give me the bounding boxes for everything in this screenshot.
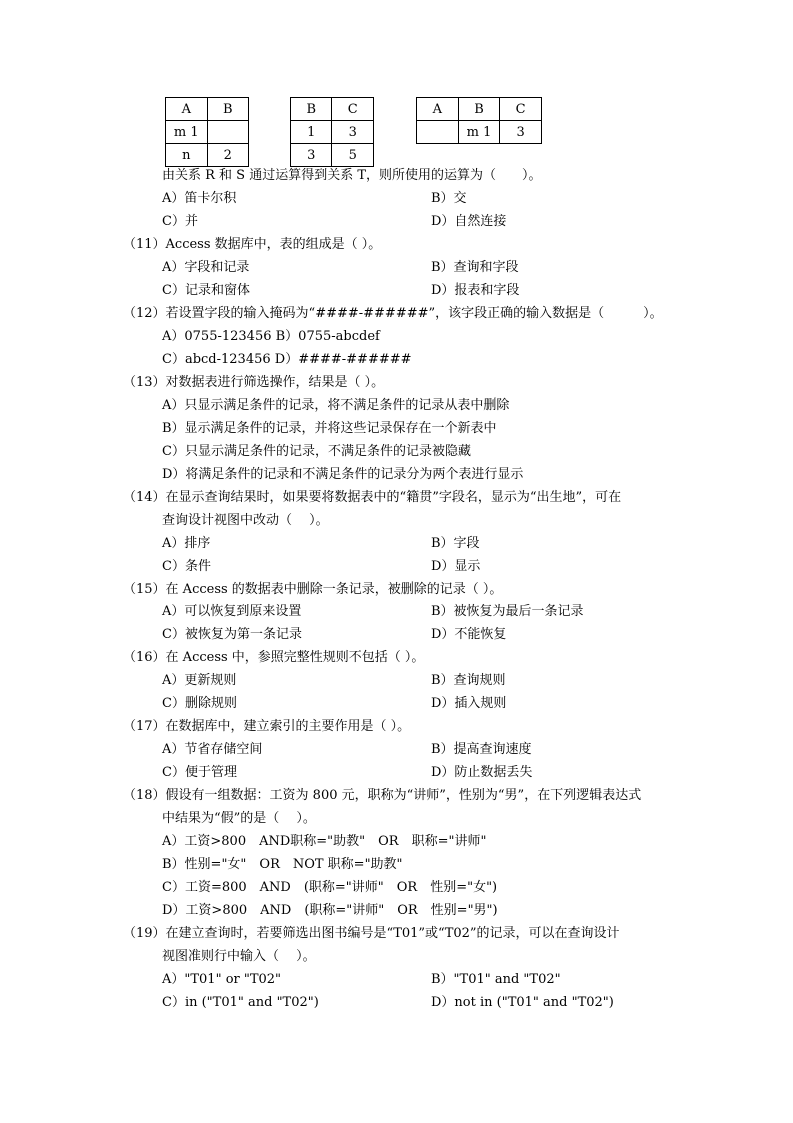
question-18-option-b: B）性别="女" OR NOT 职称="助教" xyxy=(162,857,403,872)
table-cell: 3 xyxy=(500,121,542,144)
question-15-option-a: A）可以恢复到原来设置 xyxy=(162,604,302,619)
question-14-stem-line-2: 查询设计视图中改动（ ）。 xyxy=(162,513,329,528)
question-14-option-c: C）条件 xyxy=(162,559,211,574)
question-19-option-d: D）not in ("T01" and "T02") xyxy=(431,995,614,1010)
table-header-cell: B xyxy=(291,98,332,121)
table-cell: 2 xyxy=(207,144,248,167)
question-19-stem-line-1: （19）在建立查询时，若要筛选出图书编号是“T01”或“T02”的记录，可以在查询设计 xyxy=(123,926,620,941)
table-header-cell: A xyxy=(417,98,459,121)
table-cell: 3 xyxy=(291,144,332,167)
question-18-option-d: D）工资>800 AND (职称="讲师" OR 性别="男") xyxy=(162,903,498,918)
table-cell: n xyxy=(166,144,208,167)
question-14-option-d: D）显示 xyxy=(431,559,481,574)
table-cell: m 1 xyxy=(458,121,500,144)
table-header-cell: A xyxy=(166,98,208,121)
question-16-option-b: B）查询规则 xyxy=(431,673,506,688)
question-14-option-a: A）排序 xyxy=(162,536,211,551)
question-11-stem: （11）Access 数据库中，表的组成是（ ）。 xyxy=(123,237,382,252)
table-header-row xyxy=(291,98,374,121)
question-19-stem-line-2: 视图准则行中输入（ ）。 xyxy=(162,949,316,964)
question-13-stem: （13）对数据表进行筛选操作，结果是（ ）。 xyxy=(123,375,385,390)
table-cell: 1 xyxy=(291,121,332,144)
table-header-row xyxy=(417,98,542,121)
table-cell xyxy=(417,121,459,144)
table-header-row xyxy=(166,98,249,121)
question-19-option-b: B）"T01" and "T02" xyxy=(431,972,561,987)
question-15-option-b: B）被恢复为最后一条记录 xyxy=(431,604,584,619)
question-19-option-a: A）"T01" or "T02" xyxy=(162,972,282,987)
question-11-option-d: D）报表和字段 xyxy=(431,283,520,298)
question-17-option-a: A）节省存储空间 xyxy=(162,742,263,757)
question-10-option-d: D）自然连接 xyxy=(431,214,507,229)
question-16-option-a: A）更新规则 xyxy=(162,673,237,688)
question-18-option-a: A）工资>800 AND职称="助教" OR 职称="讲师" xyxy=(162,834,487,849)
table-header-cell: B xyxy=(207,98,248,121)
table-cell: 3 xyxy=(332,121,374,144)
question-15-option-c: C）被恢复为第一条记录 xyxy=(162,627,302,642)
question-18-option-c: C）工资=800 AND (职称="讲师" OR 性别="女") xyxy=(162,880,498,895)
table-row xyxy=(417,121,542,144)
question-18-stem-line-2: 中结果为“假”的是（ ）。 xyxy=(162,811,316,826)
question-14-stem-line-1: （14）在显示查询结果时，如果要将数据表中的“籍贯”字段名，显示为“出生地”，可在 xyxy=(123,490,622,505)
table-header-cell: B xyxy=(458,98,500,121)
question-10-stem: 由关系 R 和 S 通过运算得到关系 T，则所使用的运算为（ ）。 xyxy=(162,168,542,183)
table-row xyxy=(166,121,249,144)
question-16-stem: （16）在 Access 中，参照完整性规则不包括（ ）。 xyxy=(123,650,425,665)
question-17-option-d: D）防止数据丢失 xyxy=(431,765,533,780)
table-row xyxy=(166,144,249,167)
relation-t-table xyxy=(416,97,542,144)
question-12-options-ab: A）0755-123456 B）0755-abcdef xyxy=(162,329,380,344)
question-18-stem-line-1: （18）假设有一组数据：工资为 800 元，职称为“讲师”，性别为“男”，在下列逻辑表达式 xyxy=(123,788,642,803)
question-17-option-c: C）便于管理 xyxy=(162,765,237,780)
question-10-option-c: C）并 xyxy=(162,214,198,229)
relation-r-table xyxy=(165,97,249,167)
question-11-option-c: C）记录和窗体 xyxy=(162,283,250,298)
table-cell xyxy=(207,121,248,144)
question-16-option-c: C）删除规则 xyxy=(162,696,237,711)
question-16-option-d: D）插入规则 xyxy=(431,696,507,711)
question-11-option-a: A）字段和记录 xyxy=(162,260,250,275)
question-15-stem: （15）在 Access 的数据表中删除一条记录，被删除的记录（ ）。 xyxy=(123,582,503,597)
question-13-option-c: C）只显示满足条件的记录，不满足条件的记录被隐藏 xyxy=(162,444,471,459)
question-14-option-b: B）字段 xyxy=(431,536,480,551)
question-11-option-b: B）查询和字段 xyxy=(431,260,519,275)
question-12-options-cd: C）abcd-123456 D）####-###### xyxy=(162,352,412,367)
question-17-option-b: B）提高查询速度 xyxy=(431,742,532,757)
table-cell: 5 xyxy=(332,144,374,167)
question-13-option-b: B）显示满足条件的记录，并将这些记录保存在一个新表中 xyxy=(162,421,497,436)
relation-s-table xyxy=(290,97,374,167)
question-13-option-a: A）只显示满足条件的记录，将不满足条件的记录从表中删除 xyxy=(162,398,510,413)
table-row xyxy=(291,121,374,144)
question-10-option-b: B）交 xyxy=(431,191,467,206)
table-row xyxy=(291,144,374,167)
question-13-option-d: D）将满足条件的记录和不满足条件的记录分为两个表进行显示 xyxy=(162,467,524,482)
question-19-option-c: C）in ("T01" and "T02") xyxy=(162,995,319,1010)
question-17-stem: （17）在数据库中，建立索引的主要作用是（ ）。 xyxy=(123,719,411,734)
question-12-stem: （12）若设置字段的输入掩码为“####-######”，该字段正确的输入数据是（ ）。 xyxy=(123,306,663,321)
table-header-cell: C xyxy=(500,98,542,121)
table-cell: m 1 xyxy=(166,121,208,144)
question-10-option-a: A）笛卡尔积 xyxy=(162,191,237,206)
question-15-option-d: D）不能恢复 xyxy=(431,627,507,642)
table-header-cell: C xyxy=(332,98,374,121)
